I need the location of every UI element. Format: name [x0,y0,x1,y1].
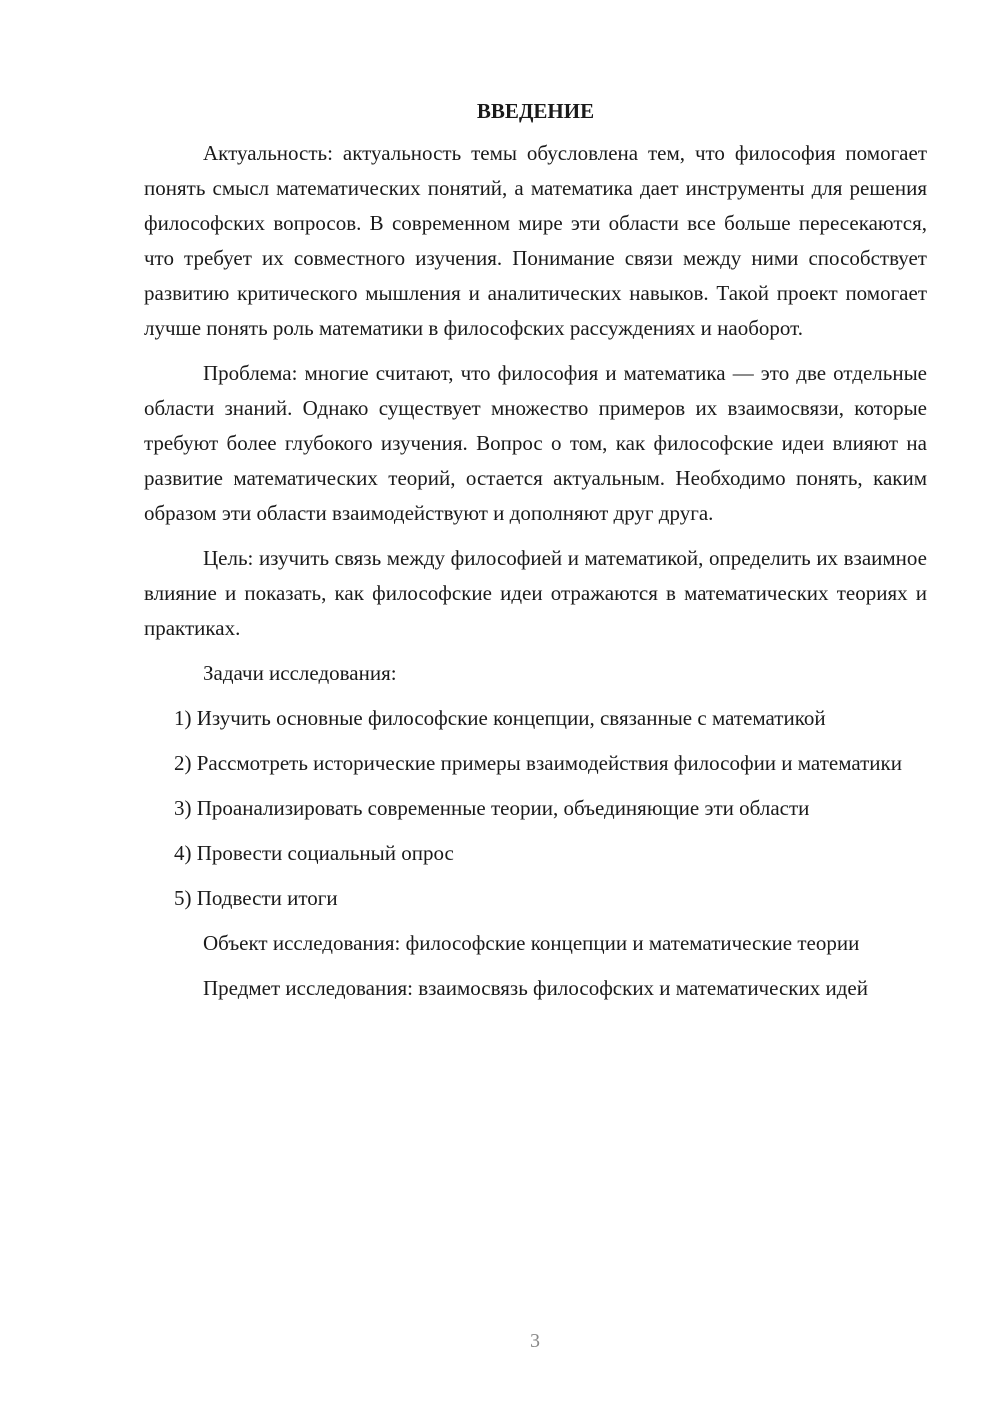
section-title: ВВЕДЕНИЕ [476,99,595,123]
page-number: 3 [530,1330,540,1352]
task-item: 2) Рассмотреть исторические примеры взаимодействия философии и математики [174,751,902,775]
task-item: 3) Проанализировать современные теории, объединяющие эти области [174,796,810,820]
task-item: 5) Подвести итоги [174,886,338,910]
problem-paragraph: Проблема: многие считают, что философия и математика — это две отдельные области знаний. Однако существует множество примеров их взаимосвязи, которые требуют более глубокого изучения. Вопрос о том, как философские идеи влияют на развитие математических теорий, остается актуальным. Необходимо понять, каким образом эти области взаимодействуют и дополняют друг друга. [144,361,927,525]
object-paragraph: Объект исследования: философские концепции и математические теории [203,931,860,955]
subject-paragraph: Предмет исследования: взаимосвязь философских и математических идей [203,976,868,1000]
task-item: 4) Провести социальный опрос [174,841,454,865]
goal-paragraph: Цель: изучить связь между философией и математикой, определить их взаимное влияние и показать, как философские идеи отражаются в математических теориях и практиках. [144,546,927,640]
task-item: 1) Изучить основные философские концепции, связанные с математикой [174,706,826,730]
page-content [144,96,927,1016]
tasks-heading: Задачи исследования: [203,661,397,685]
relevance-paragraph: Актуальность: актуальность темы обусловлена тем, что философия помогает понять смысл математических понятий, а математика дает инструменты для решения философских вопросов. В современном мире эти области все больше пересекаются, что требует их совместного изучения. Понимание связи между ними способствует развитию критического мышления и аналитических навыков. Такой проект помогает лучше понять роль математики в философских рассуждениях и наоборот. [144,141,927,340]
